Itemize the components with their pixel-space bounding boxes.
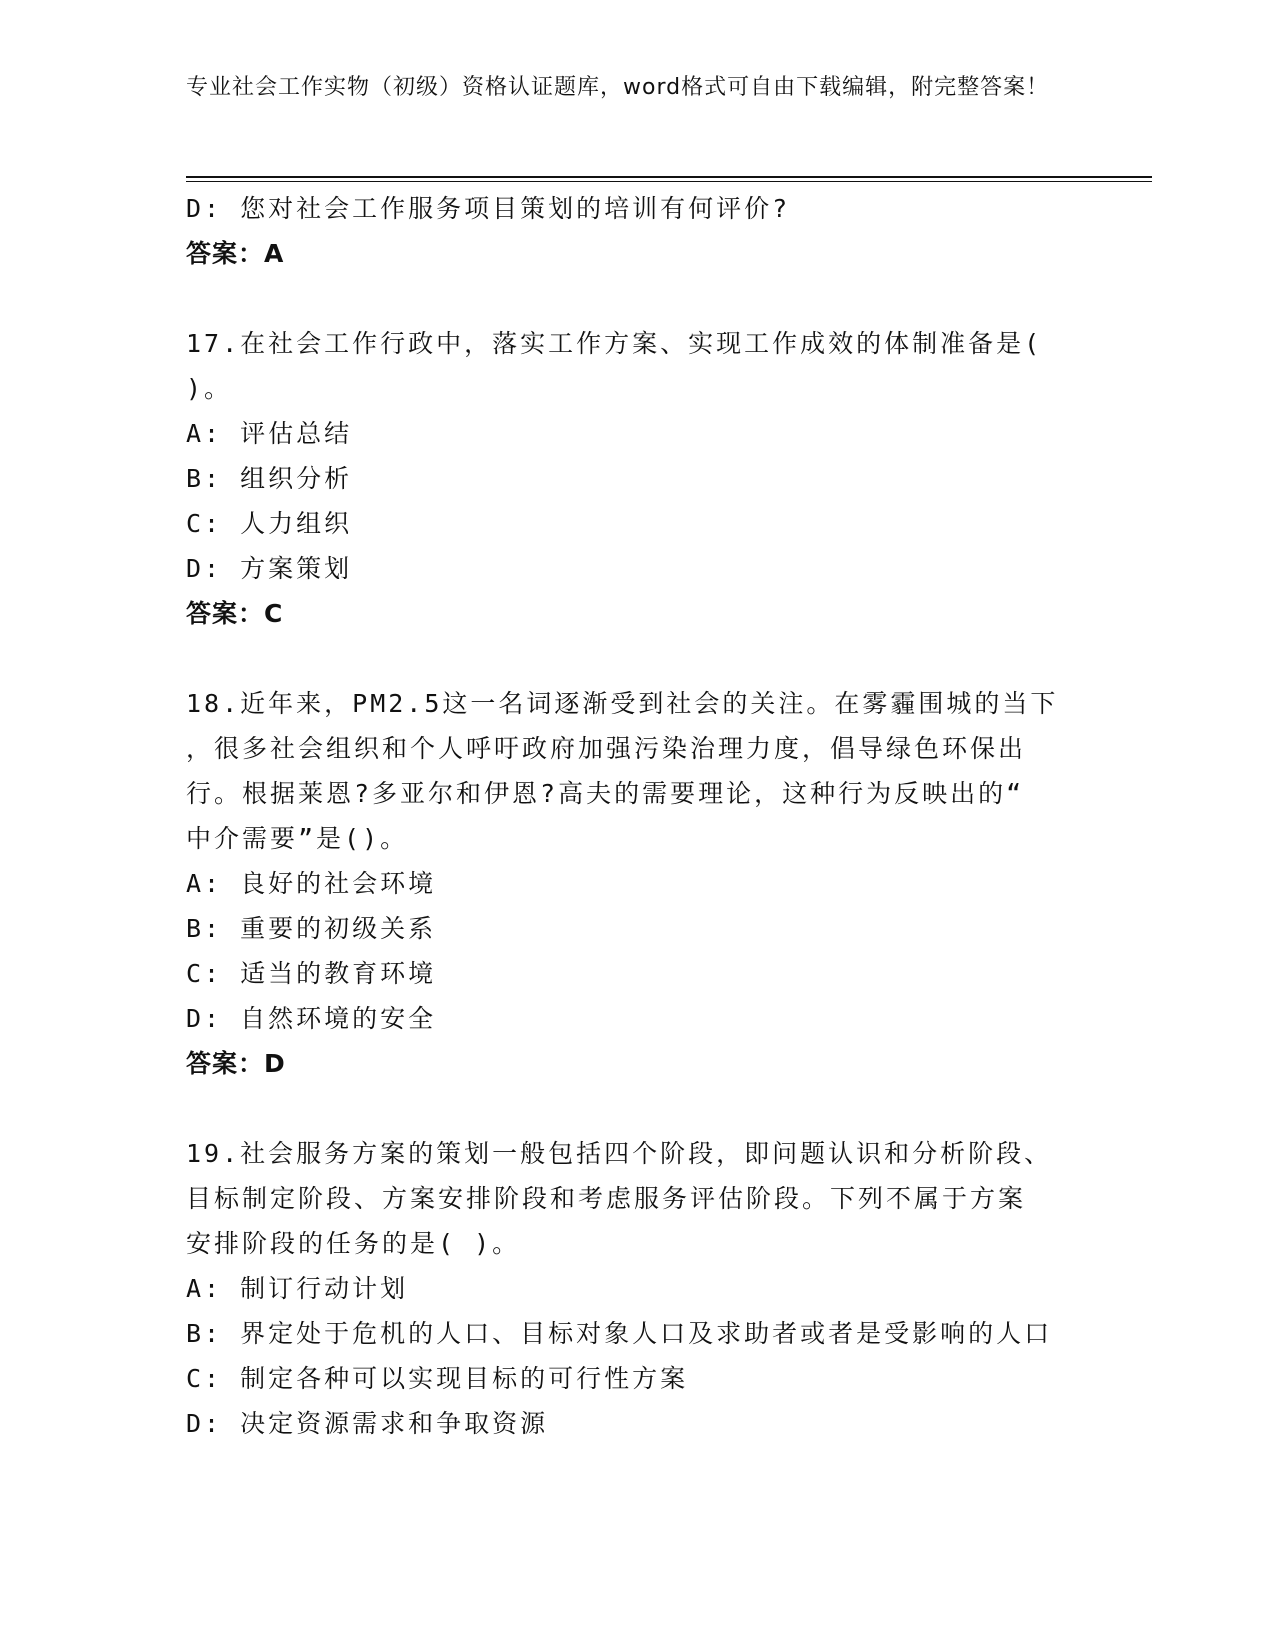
spacer (186, 1086, 1076, 1131)
option-a: A: 制订行动计划 (186, 1274, 409, 1303)
option-a: A: 良好的社会环境 (186, 869, 437, 898)
spacer (186, 636, 1076, 681)
spacer (186, 276, 1076, 321)
option-c: C: 适当的教育环境 (186, 959, 437, 988)
question-stem-line: 中介需要”是()。 (186, 824, 409, 853)
option-d: D: 自然环境的安全 (186, 1004, 437, 1033)
option-a: A: 评估总结 (186, 419, 353, 448)
option-d: D: 决定资源需求和争取资源 (186, 1409, 549, 1438)
option-d: D: 方案策划 (186, 554, 353, 583)
option-b: B: 界定处于危机的人口、目标对象人口及求助者或者是受影响的人口 (186, 1319, 1053, 1348)
option-c: C: 人力组织 (186, 509, 353, 538)
page-header: 专业社会工作实物（初级）资格认证题库，word格式可自由下载编辑，附完整答案！ (186, 75, 1050, 100)
question-stem-line: 17.在社会工作行政中，落实工作方案、实现工作成效的体制准备是( (186, 329, 1043, 358)
question-stem-line: 18.近年来，PM2.5这一名词逐渐受到社会的关注。在雾霾围城的当下 (186, 689, 1059, 718)
question-content (186, 186, 1076, 1446)
option-b: B: 组织分析 (186, 464, 353, 493)
option-c: C: 制定各种可以实现目标的可行性方案 (186, 1364, 689, 1393)
header-divider-thick (186, 176, 1152, 178)
answer: 答案：C (186, 599, 284, 628)
question-stem-line: ，很多社会组织和个人呼吁政府加强污染治理力度，倡导绿色环保出 (186, 734, 1027, 763)
prev-question-answer: 答案：A (186, 239, 285, 268)
question-stem-line: 安排阶段的任务的是( )。 (186, 1229, 521, 1258)
answer: 答案：D (186, 1049, 286, 1078)
question-19 (186, 1131, 1076, 1446)
question-stem-line: 目标制定阶段、方案安排阶段和考虑服务评估阶段。下列不属于方案 (186, 1184, 1027, 1213)
question-17 (186, 321, 1076, 636)
header-divider-thin (186, 181, 1152, 182)
prev-question-option-d: D: 您对社会工作服务项目策划的培训有何评价? (186, 194, 791, 223)
question-stem-line: )。 (186, 374, 233, 403)
question-stem-line: 行。根据莱恩?多亚尔和伊恩?高夫的需要理论，这种行为反映出的“ (186, 779, 1025, 808)
question-stem-line: 19.社会服务方案的策划一般包括四个阶段，即问题认识和分析阶段、 (186, 1139, 1053, 1168)
option-b: B: 重要的初级关系 (186, 914, 437, 943)
question-18 (186, 681, 1076, 1086)
